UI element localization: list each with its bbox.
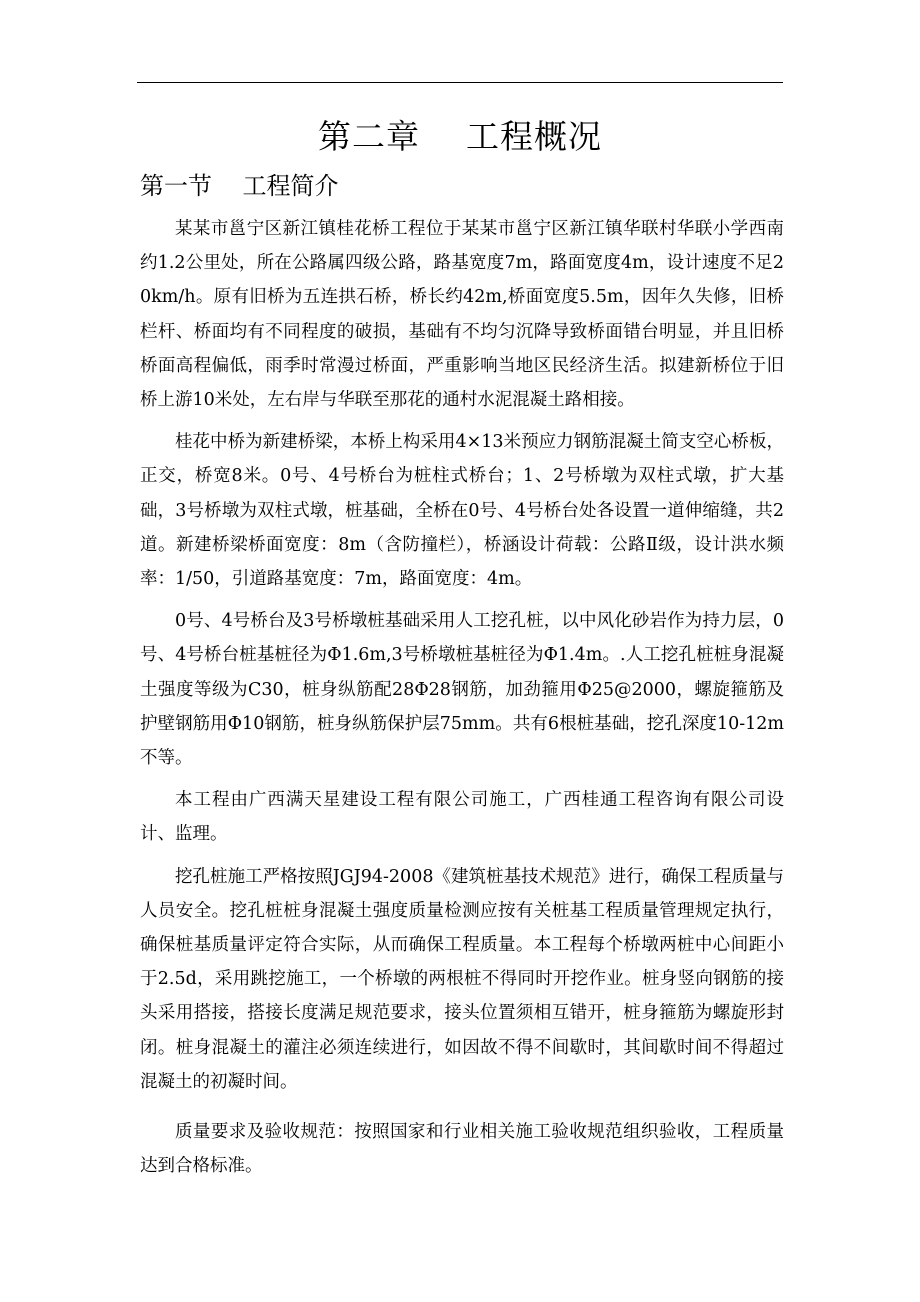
document-body <box>140 212 784 1183</box>
paragraph-pile-foundation: 0号、4号桥台及3号桥墩桩基础采用人工挖孔桩，以中风化砂岩作为持力层，0号、4号桥台桩基桩径为Φ1.6m,3号桥墩桩基桩径为Φ1.4m。.人工挖孔桩桩身混凝土强度等级为C30，桩身纵筋配28Φ28钢筋，加劲箍用Φ25@2000，螺旋箍筋及护壁钢筋用Φ10钢筋，桩身纵筋保护层75mm。共有6根桩基础，挖孔深度10-12m不等。 <box>140 611 784 769</box>
header-rule <box>137 82 783 83</box>
paragraph-quality-standards: 质量要求及验收规范：按照国家和行业相关施工验收规范组织验收，工程质量达到合格标准。 <box>140 1122 784 1177</box>
section-title: 第一节 工程简介 <box>140 172 339 200</box>
paragraph-construction-requirements: 挖孔桩施工严格按照JGJ94-2008《建筑桩基技术规范》进行，确保工程质量与人员安全。挖孔桩桩身混凝土强度质量检测应按有关桩基工程质量管理规定执行，确保桩基质量评定符合实际，从而确保工程质量。本工程每个桥墩两桩中心间距小于2.5d，采用跳挖施工，一个桥墩的两根桩不得同时开挖作业。桩身竖向钢筋的接头采用搭接，搭接长度满足规范要求，接头位置须相互错开，桩身箍筋为螺旋形封闭。桩身混凝土的灌注必须连续进行，如因故不得不间歇时，其间歇时间不得超过混凝土的初凝时间。 <box>140 866 784 1092</box>
chapter-title: 第二章 工程概况 <box>318 117 602 156</box>
paragraph-bridge-structure: 桂花中桥为新建桥梁，本桥上构采用4×13米预应力钢筋混凝土简支空心桥板，正交，桥宽8米。0号、4号桥台为桩柱式桥台；1、2号桥墩为双柱式墩，扩大基础，3号桥墩为双柱式墩，桩基础，全桥在0号、4号桥台处各设置一道伸缩缝，共2道。新建桥梁桥面宽度：8m（含防撞栏），桥涵设计荷载：公路Ⅱ级，设计洪水频率：1/50，引道路基宽度：7m，路面宽度：4m。 <box>140 432 784 590</box>
paragraph-project-location: 某某市邕宁区新江镇桂花桥工程位于某某市邕宁区新江镇华联村华联小学西南约1.2公里处，所在公路属四级公路，路基宽度7m，路面宽度4m，设计速度不足20km/h。原有旧桥为五连拱石桥，桥长约42m,桥面宽度5.5m，因年久失修，旧桥栏杆、桥面均有不同程度的破损，基础有不均匀沉降导致桥面错台明显，并且旧桥桥面高程偏低，雨季时常漫过桥面，严重影响当地区民经济生活。拟建新桥位于旧桥上游10米处，左右岸与华联至那花的通村水泥混凝土路相接。 <box>140 219 784 411</box>
paragraph-contractors: 本工程由广西满天星建设工程有限公司施工，广西桂通工程咨询有限公司设计、监理。 <box>140 790 784 845</box>
